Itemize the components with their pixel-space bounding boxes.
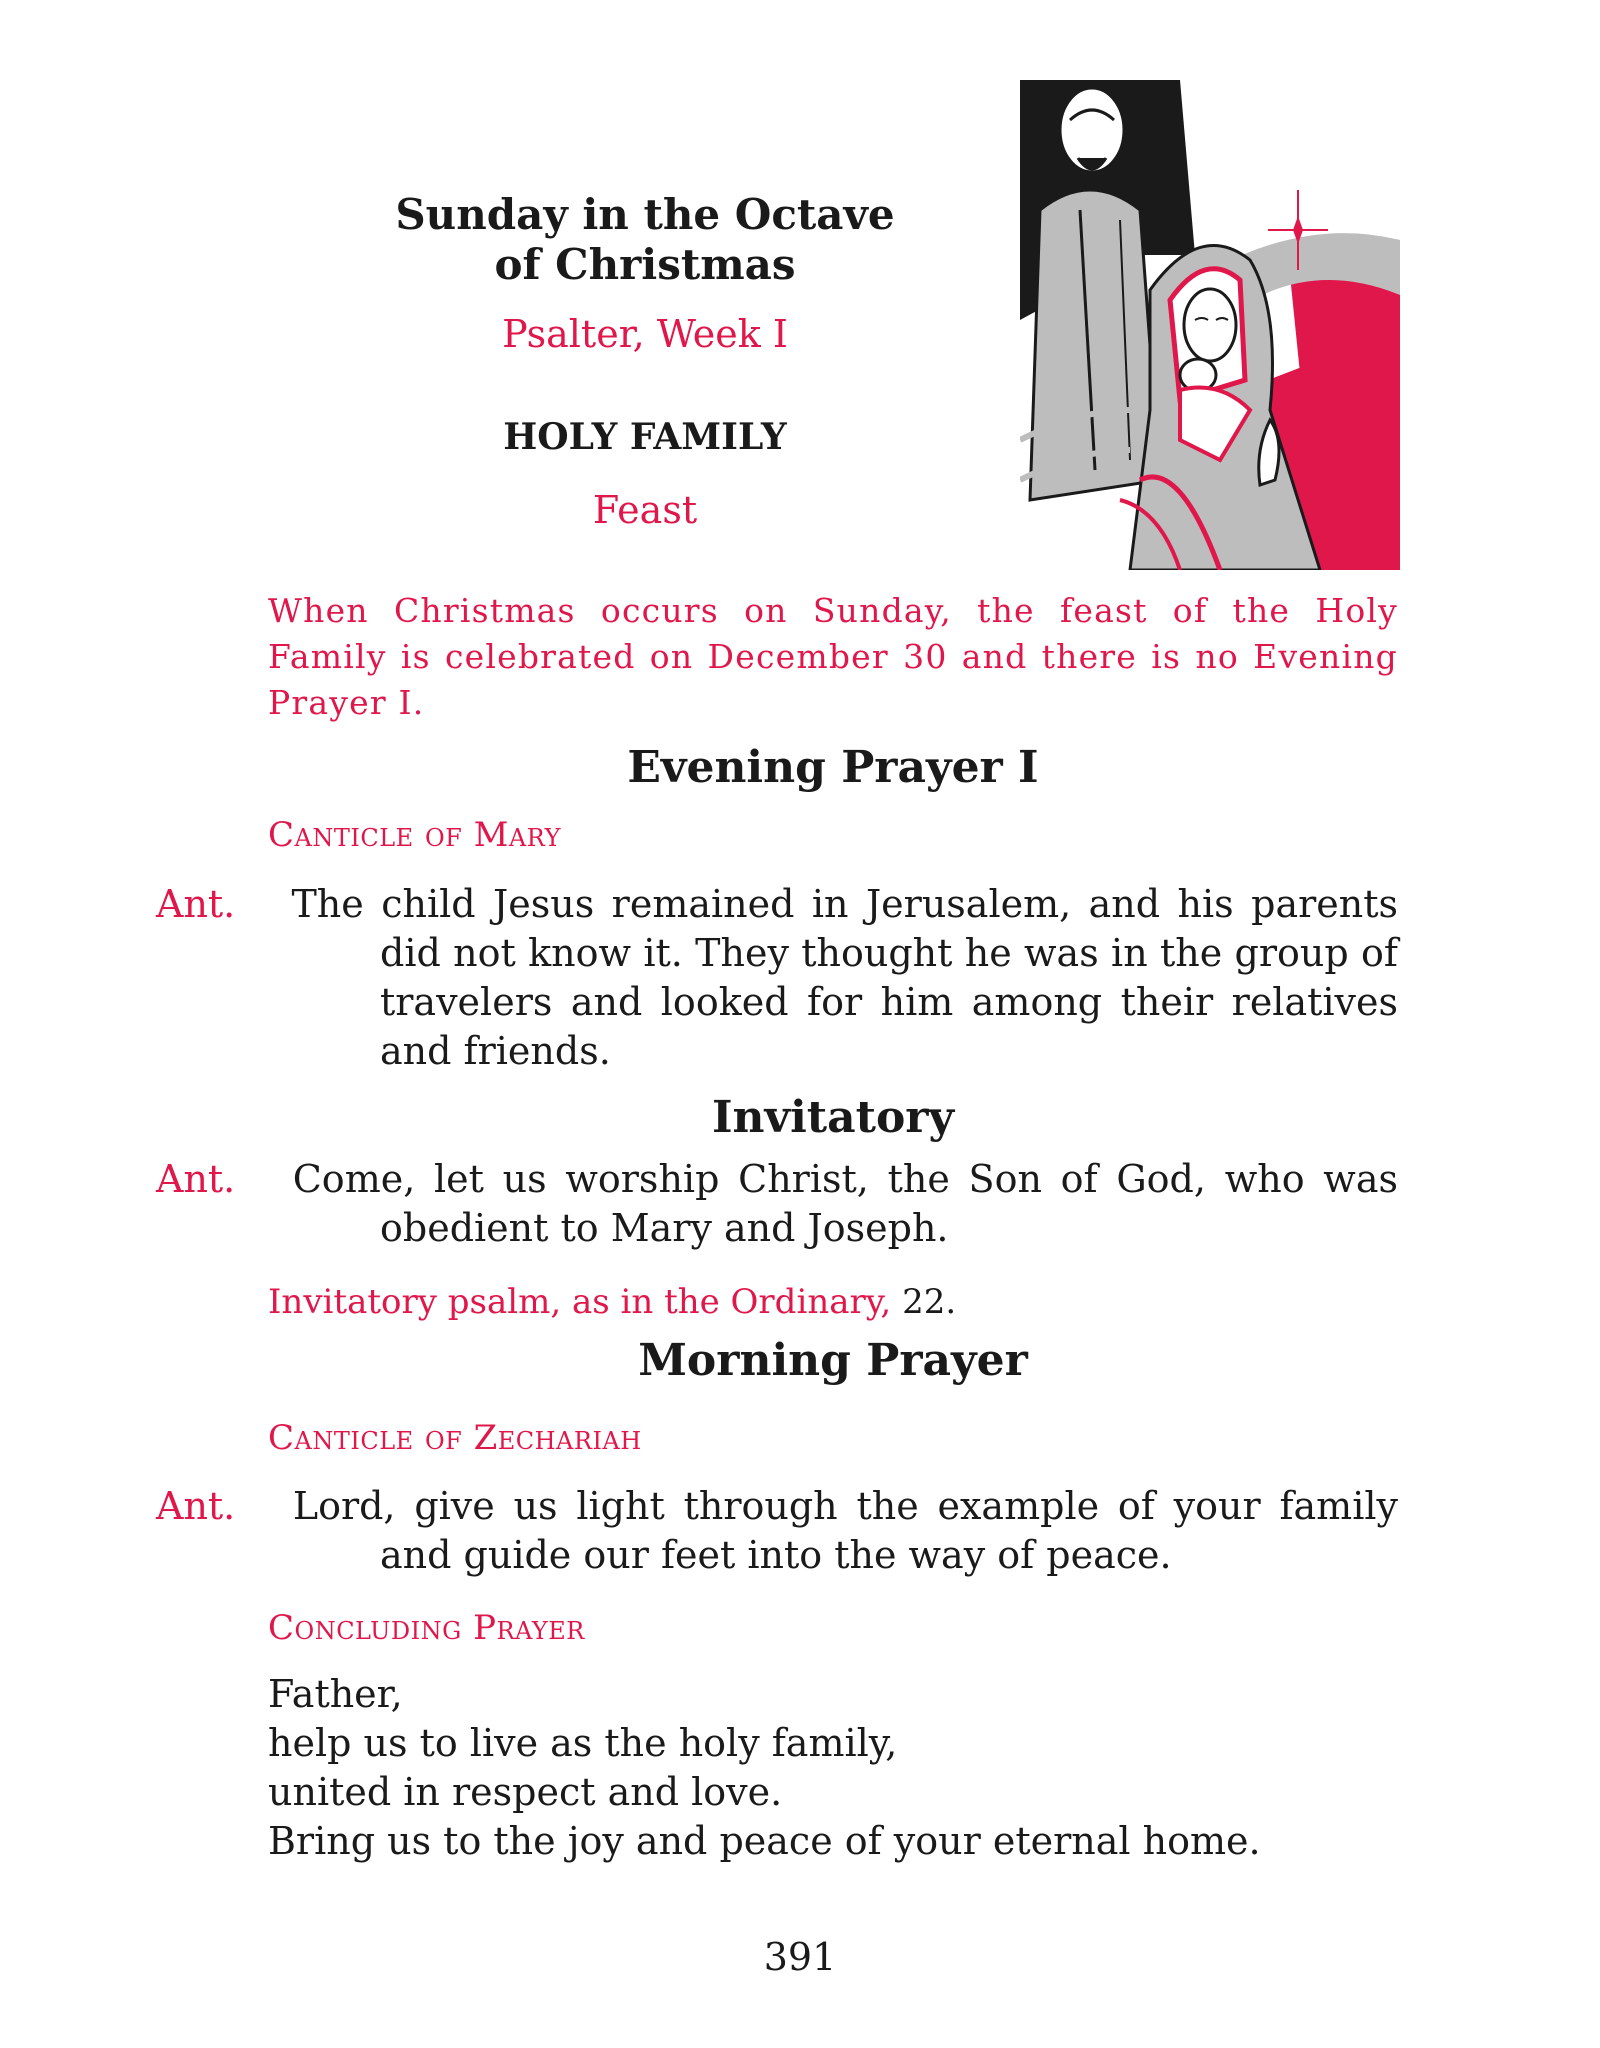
invitatory-heading: Invitatory (711, 1092, 955, 1143)
concluding-prayer (268, 1670, 1261, 1866)
evening-prayer-heading: Evening Prayer I (627, 742, 1039, 793)
intro-rubric: When Christmas occurs on Sunday, the feast of the Holy Family is celebrated on December 30 and there is no Evening Prayer I. (268, 591, 1398, 722)
canticle-of-mary-label: Canticle of Mary (268, 815, 561, 855)
invitatory-psalm-page: 22. (902, 1282, 957, 1322)
prayer-line: Father, (268, 1672, 403, 1716)
canticle-of-zechariah-label: Canticle of Zechariah (268, 1418, 642, 1458)
page-number: 391 (763, 1935, 837, 1979)
evening-antiphon: Ant. The child Jesus remained in Jerusalem, and his parents did not know it. They thought he was in the group of travelers and looked for him among their relatives and friends. (156, 882, 1398, 1073)
evening-antiphon-text: The child Jesus remained in Jerusalem, and his parents did not know it. They thought he was in the group of travelers and looked for him among their relatives and friends. (291, 882, 1398, 1073)
invitatory-antiphon-text: Come, let us worship Christ, the Son of God, who was obedient to Mary and Joseph. (292, 1157, 1398, 1250)
morning-antiphon: Ant. Lord, give us light through the example of your family and guide our feet into the way of peace. (156, 1484, 1398, 1577)
title-line-1: Sunday in the Octave (395, 190, 895, 239)
feast-name: HOLY FAMILY (503, 416, 787, 458)
invitatory-psalm-text: Invitatory psalm, as in the Ordinary, (268, 1282, 892, 1322)
invitatory-psalm-rubric (268, 1280, 956, 1324)
psalter-week: Psalter, Week I (502, 312, 788, 356)
invitatory-antiphon: Ant. Come, let us worship Christ, the Son of God, who was obedient to Mary and Joseph. (156, 1157, 1398, 1250)
morning-prayer-heading: Morning Prayer (638, 1335, 1028, 1386)
prayer-line: help us to live as the holy family, (268, 1721, 898, 1765)
feast-rank: Feast (592, 488, 698, 532)
title-line-2: of Christmas (494, 240, 796, 289)
prayer-line: Bring us to the joy and peace of your eternal home. (268, 1819, 1261, 1863)
concluding-prayer-label: Concluding Prayer (268, 1608, 585, 1648)
morning-antiphon-text: Lord, give us light through the example of your family and guide our feet into the way of peace. (292, 1484, 1398, 1577)
prayer-line: united in respect and love. (268, 1770, 783, 1814)
header (270, 190, 1020, 532)
holy-family-illustration (1020, 80, 1400, 570)
